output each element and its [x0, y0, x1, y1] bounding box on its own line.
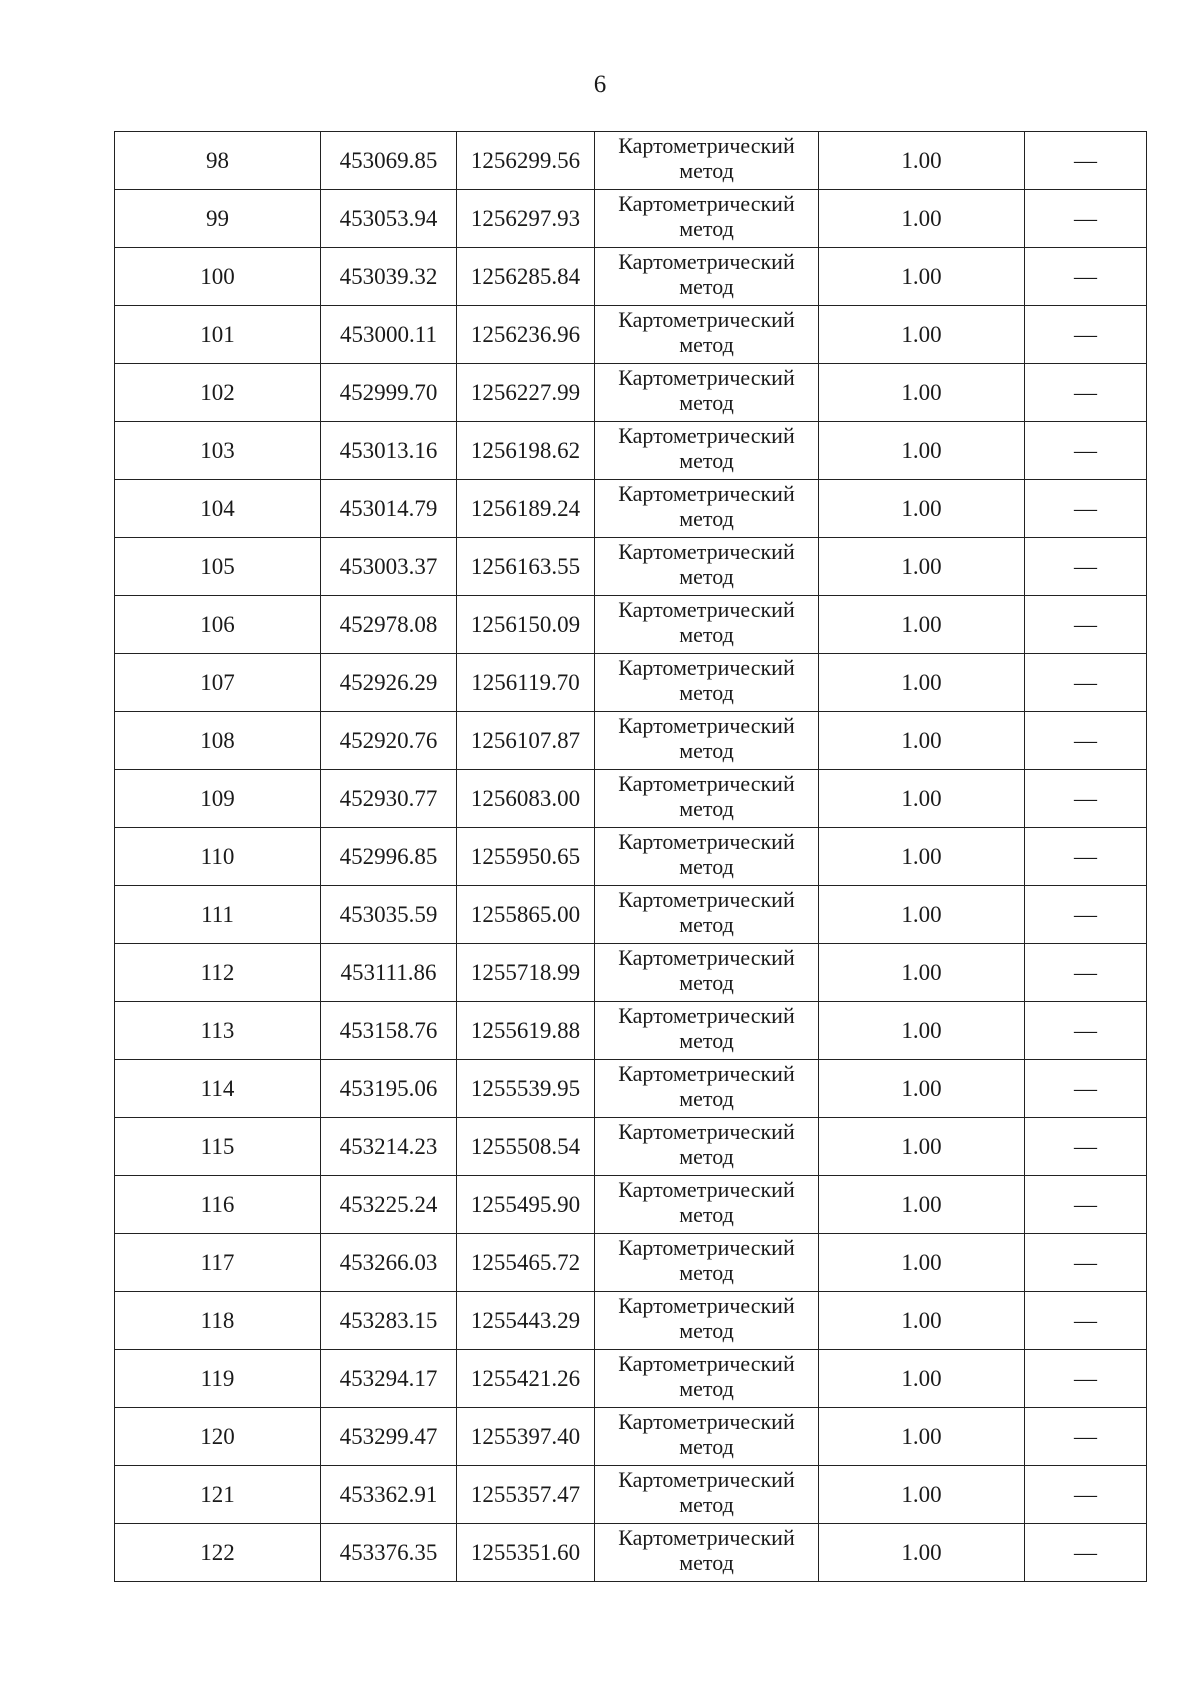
- coordinate-x-cell: 453225.24: [321, 1176, 457, 1234]
- coordinate-y-cell: 1255508.54: [457, 1118, 595, 1176]
- coordinate-y-cell: 1255351.60: [457, 1524, 595, 1582]
- point-number-cell: 99: [115, 190, 321, 248]
- method-cell: [595, 248, 819, 306]
- accuracy-cell: 1.00: [819, 886, 1025, 944]
- coordinate-y-cell: 1256107.87: [457, 712, 595, 770]
- method-cell: [595, 654, 819, 712]
- accuracy-cell: 1.00: [819, 1060, 1025, 1118]
- method-text-line-1: Картометрический: [618, 597, 795, 622]
- table-row: [115, 1408, 1147, 1466]
- point-number-cell: 106: [115, 596, 321, 654]
- method-cell: [595, 1234, 819, 1292]
- point-number-cell: 104: [115, 480, 321, 538]
- coordinate-y-cell: 1255421.26: [457, 1350, 595, 1408]
- coordinate-x-cell: 453035.59: [321, 886, 457, 944]
- method-text-line-2: метод: [679, 1376, 734, 1401]
- page-number: 6: [593, 71, 607, 98]
- table-row: [115, 538, 1147, 596]
- coordinate-y-cell: 1255397.40: [457, 1408, 595, 1466]
- coordinate-y-cell: 1256299.56: [457, 132, 595, 190]
- coordinate-x-cell: 453013.16: [321, 422, 457, 480]
- note-cell: —: [1025, 1002, 1147, 1060]
- accuracy-cell: 1.00: [819, 422, 1025, 480]
- accuracy-cell: 1.00: [819, 306, 1025, 364]
- note-cell: —: [1025, 1292, 1147, 1350]
- method-text-line-1: Картометрический: [618, 539, 795, 564]
- method-text-line-2: метод: [679, 158, 734, 183]
- coordinate-y-cell: 1256083.00: [457, 770, 595, 828]
- method-text-line-2: метод: [679, 912, 734, 937]
- accuracy-cell: 1.00: [819, 132, 1025, 190]
- method-text-line-2: метод: [679, 390, 734, 415]
- coordinate-y-cell: 1256297.93: [457, 190, 595, 248]
- accuracy-cell: 1.00: [819, 1002, 1025, 1060]
- coordinate-x-cell: 453266.03: [321, 1234, 457, 1292]
- table-row: [115, 828, 1147, 886]
- note-cell: —: [1025, 828, 1147, 886]
- point-number-cell: 114: [115, 1060, 321, 1118]
- note-cell: —: [1025, 1118, 1147, 1176]
- point-number-cell: 120: [115, 1408, 321, 1466]
- method-cell: [595, 1292, 819, 1350]
- table-row: [115, 712, 1147, 770]
- method-text-line-1: Картометрический: [618, 1119, 795, 1144]
- method-cell: [595, 712, 819, 770]
- coordinate-x-cell: 453158.76: [321, 1002, 457, 1060]
- point-number-cell: 103: [115, 422, 321, 480]
- point-number-cell: 102: [115, 364, 321, 422]
- point-number-cell: 116: [115, 1176, 321, 1234]
- point-number-cell: 101: [115, 306, 321, 364]
- note-cell: —: [1025, 886, 1147, 944]
- note-cell: —: [1025, 1350, 1147, 1408]
- point-number-cell: 107: [115, 654, 321, 712]
- note-cell: —: [1025, 654, 1147, 712]
- table-row: [115, 596, 1147, 654]
- note-cell: —: [1025, 712, 1147, 770]
- point-number-cell: 100: [115, 248, 321, 306]
- accuracy-cell: 1.00: [819, 596, 1025, 654]
- coordinates-table-body: [115, 132, 1147, 1582]
- method-text-line-1: Картометрический: [618, 1003, 795, 1028]
- point-number-cell: 111: [115, 886, 321, 944]
- table-row: [115, 132, 1147, 190]
- point-number-cell: 112: [115, 944, 321, 1002]
- table-row: [115, 1002, 1147, 1060]
- accuracy-cell: 1.00: [819, 480, 1025, 538]
- accuracy-cell: 1.00: [819, 770, 1025, 828]
- coordinate-x-cell: 452930.77: [321, 770, 457, 828]
- method-text-line-2: метод: [679, 332, 734, 357]
- coordinate-x-cell: 453014.79: [321, 480, 457, 538]
- method-text-line-1: Картометрический: [618, 365, 795, 390]
- point-number-cell: 122: [115, 1524, 321, 1582]
- method-cell: [595, 1060, 819, 1118]
- accuracy-cell: 1.00: [819, 1408, 1025, 1466]
- method-text-line-1: Картометрический: [618, 423, 795, 448]
- method-text-line-1: Картометрический: [618, 1409, 795, 1434]
- point-number-cell: 110: [115, 828, 321, 886]
- coordinate-y-cell: 1255443.29: [457, 1292, 595, 1350]
- method-text-line-1: Картометрический: [618, 1467, 795, 1492]
- table-row: [115, 1292, 1147, 1350]
- coordinate-y-cell: 1256236.96: [457, 306, 595, 364]
- method-text-line-2: метод: [679, 970, 734, 995]
- method-text-line-1: Картометрический: [618, 887, 795, 912]
- note-cell: —: [1025, 1060, 1147, 1118]
- method-cell: [595, 364, 819, 422]
- note-cell: —: [1025, 1524, 1147, 1582]
- table-row: [115, 1176, 1147, 1234]
- coordinate-x-cell: 453000.11: [321, 306, 457, 364]
- method-text-line-2: метод: [679, 506, 734, 531]
- coordinate-y-cell: 1256163.55: [457, 538, 595, 596]
- table-row: [115, 886, 1147, 944]
- accuracy-cell: 1.00: [819, 190, 1025, 248]
- method-text-line-2: метод: [679, 1318, 734, 1343]
- point-number-cell: 115: [115, 1118, 321, 1176]
- method-text-line-1: Картометрический: [618, 307, 795, 332]
- point-number-cell: 105: [115, 538, 321, 596]
- accuracy-cell: 1.00: [819, 1118, 1025, 1176]
- coordinate-y-cell: 1255465.72: [457, 1234, 595, 1292]
- coordinate-y-cell: 1256119.70: [457, 654, 595, 712]
- note-cell: —: [1025, 1234, 1147, 1292]
- coordinate-x-cell: 453195.06: [321, 1060, 457, 1118]
- point-number-cell: 113: [115, 1002, 321, 1060]
- table-row: [115, 944, 1147, 1002]
- coordinate-x-cell: 453214.23: [321, 1118, 457, 1176]
- coordinate-y-cell: 1256198.62: [457, 422, 595, 480]
- note-cell: —: [1025, 248, 1147, 306]
- coordinate-y-cell: 1255539.95: [457, 1060, 595, 1118]
- coordinate-x-cell: 453111.86: [321, 944, 457, 1002]
- coordinate-x-cell: 452999.70: [321, 364, 457, 422]
- coordinate-x-cell: 453376.35: [321, 1524, 457, 1582]
- method-text-line-2: метод: [679, 1550, 734, 1575]
- coordinate-x-cell: 453039.32: [321, 248, 457, 306]
- method-text-line-1: Картометрический: [618, 1293, 795, 1318]
- coordinate-x-cell: 453053.94: [321, 190, 457, 248]
- point-number-cell: 109: [115, 770, 321, 828]
- table-row: [115, 306, 1147, 364]
- accuracy-cell: 1.00: [819, 1234, 1025, 1292]
- point-number-cell: 121: [115, 1466, 321, 1524]
- method-text-line-2: метод: [679, 622, 734, 647]
- coordinate-y-cell: 1256189.24: [457, 480, 595, 538]
- note-cell: —: [1025, 1466, 1147, 1524]
- coordinate-y-cell: 1255619.88: [457, 1002, 595, 1060]
- method-text-line-2: метод: [679, 1260, 734, 1285]
- method-text-line-1: Картометрический: [618, 1177, 795, 1202]
- coordinate-y-cell: 1256227.99: [457, 364, 595, 422]
- method-text-line-2: метод: [679, 1028, 734, 1053]
- table-row: [115, 364, 1147, 422]
- coordinate-x-cell: 452920.76: [321, 712, 457, 770]
- point-number-cell: 117: [115, 1234, 321, 1292]
- table-row: [115, 1060, 1147, 1118]
- method-text-line-2: метод: [679, 854, 734, 879]
- table-row: [115, 1118, 1147, 1176]
- coordinate-y-cell: 1255357.47: [457, 1466, 595, 1524]
- method-cell: [595, 480, 819, 538]
- method-cell: [595, 886, 819, 944]
- method-text-line-2: метод: [679, 274, 734, 299]
- table-row: [115, 1350, 1147, 1408]
- method-cell: [595, 1466, 819, 1524]
- method-cell: [595, 1176, 819, 1234]
- note-cell: —: [1025, 480, 1147, 538]
- accuracy-cell: 1.00: [819, 1350, 1025, 1408]
- method-cell: [595, 422, 819, 480]
- method-text-line-1: Картометрический: [618, 191, 795, 216]
- note-cell: —: [1025, 770, 1147, 828]
- point-number-cell: 118: [115, 1292, 321, 1350]
- method-text-line-2: метод: [679, 738, 734, 763]
- table-row: [115, 1466, 1147, 1524]
- coordinate-y-cell: 1255495.90: [457, 1176, 595, 1234]
- method-text-line-1: Картометрический: [618, 829, 795, 854]
- accuracy-cell: 1.00: [819, 654, 1025, 712]
- method-text-line-2: метод: [679, 1434, 734, 1459]
- method-cell: [595, 538, 819, 596]
- method-cell: [595, 944, 819, 1002]
- method-text-line-1: Картометрический: [618, 1061, 795, 1086]
- point-number-cell: 108: [115, 712, 321, 770]
- table-row: [115, 1524, 1147, 1582]
- coordinate-x-cell: 453069.85: [321, 132, 457, 190]
- method-text-line-2: метод: [679, 1492, 734, 1517]
- coordinate-x-cell: 452926.29: [321, 654, 457, 712]
- method-text-line-1: Картометрический: [618, 1235, 795, 1260]
- method-cell: [595, 190, 819, 248]
- accuracy-cell: 1.00: [819, 1176, 1025, 1234]
- method-text-line-2: метод: [679, 564, 734, 589]
- table-row: [115, 770, 1147, 828]
- method-text-line-2: метод: [679, 1144, 734, 1169]
- point-number-cell: 119: [115, 1350, 321, 1408]
- table-row: [115, 248, 1147, 306]
- accuracy-cell: 1.00: [819, 248, 1025, 306]
- coordinates-table: [114, 131, 1147, 1582]
- method-text-line-1: Картометрический: [618, 1351, 795, 1376]
- method-cell: [595, 596, 819, 654]
- accuracy-cell: 1.00: [819, 944, 1025, 1002]
- note-cell: —: [1025, 944, 1147, 1002]
- note-cell: —: [1025, 422, 1147, 480]
- accuracy-cell: 1.00: [819, 364, 1025, 422]
- accuracy-cell: 1.00: [819, 828, 1025, 886]
- accuracy-cell: 1.00: [819, 712, 1025, 770]
- method-cell: [595, 1118, 819, 1176]
- accuracy-cell: 1.00: [819, 1292, 1025, 1350]
- note-cell: —: [1025, 306, 1147, 364]
- method-text-line-2: метод: [679, 796, 734, 821]
- method-cell: [595, 1408, 819, 1466]
- method-text-line-1: Картометрический: [618, 771, 795, 796]
- coordinate-x-cell: 453294.17: [321, 1350, 457, 1408]
- table-row: [115, 422, 1147, 480]
- method-text-line-2: метод: [679, 680, 734, 705]
- point-number-cell: 98: [115, 132, 321, 190]
- method-text-line-2: метод: [679, 216, 734, 241]
- method-text-line-1: Картометрический: [618, 249, 795, 274]
- method-text-line-2: метод: [679, 448, 734, 473]
- method-cell: [595, 1002, 819, 1060]
- method-cell: [595, 1524, 819, 1582]
- coordinate-x-cell: 453362.91: [321, 1466, 457, 1524]
- method-text-line-1: Картометрический: [618, 713, 795, 738]
- table-row: [115, 480, 1147, 538]
- note-cell: —: [1025, 132, 1147, 190]
- method-text-line-1: Картометрический: [618, 481, 795, 506]
- coordinate-x-cell: 452978.08: [321, 596, 457, 654]
- coordinate-y-cell: 1256285.84: [457, 248, 595, 306]
- method-text-line-1: Картометрический: [618, 133, 795, 158]
- method-cell: [595, 770, 819, 828]
- coordinate-y-cell: 1256150.09: [457, 596, 595, 654]
- note-cell: —: [1025, 1176, 1147, 1234]
- method-cell: [595, 132, 819, 190]
- method-text-line-1: Картометрический: [618, 1525, 795, 1550]
- method-cell: [595, 1350, 819, 1408]
- note-cell: —: [1025, 364, 1147, 422]
- table-row: [115, 190, 1147, 248]
- coordinate-y-cell: 1255718.99: [457, 944, 595, 1002]
- table-row: [115, 654, 1147, 712]
- method-cell: [595, 306, 819, 364]
- note-cell: —: [1025, 538, 1147, 596]
- accuracy-cell: 1.00: [819, 1466, 1025, 1524]
- accuracy-cell: 1.00: [819, 1524, 1025, 1582]
- note-cell: —: [1025, 596, 1147, 654]
- method-text-line-2: метод: [679, 1086, 734, 1111]
- coordinate-y-cell: 1255865.00: [457, 886, 595, 944]
- coordinate-x-cell: 453003.37: [321, 538, 457, 596]
- method-text-line-2: метод: [679, 1202, 734, 1227]
- table-row: [115, 1234, 1147, 1292]
- coordinate-y-cell: 1255950.65: [457, 828, 595, 886]
- coordinate-x-cell: 452996.85: [321, 828, 457, 886]
- note-cell: —: [1025, 1408, 1147, 1466]
- method-cell: [595, 828, 819, 886]
- coordinate-x-cell: 453283.15: [321, 1292, 457, 1350]
- note-cell: —: [1025, 190, 1147, 248]
- method-text-line-1: Картометрический: [618, 945, 795, 970]
- method-text-line-1: Картометрический: [618, 655, 795, 680]
- coordinate-x-cell: 453299.47: [321, 1408, 457, 1466]
- accuracy-cell: 1.00: [819, 538, 1025, 596]
